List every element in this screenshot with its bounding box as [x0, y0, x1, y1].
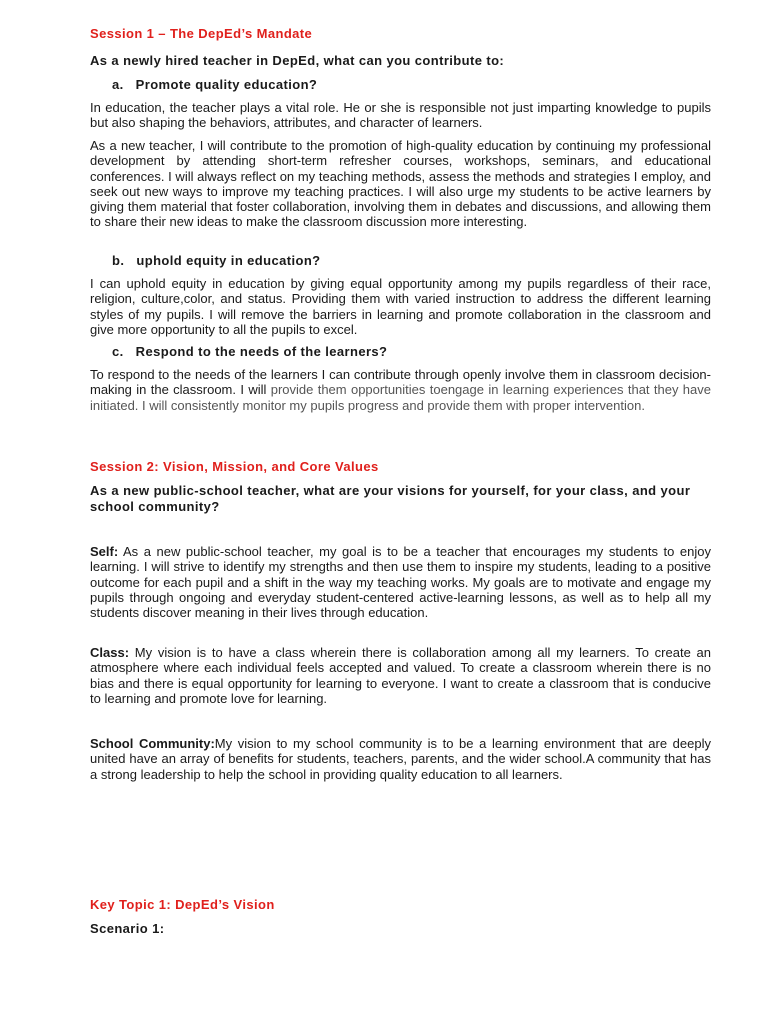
scenario-label: Scenario 1: [90, 921, 165, 936]
paragraph-c-1 [90, 367, 711, 413]
self-label: Self: [90, 544, 119, 559]
session2-question: As a new public-school teacher, what are your visions for yourself, for your class, and your school community? [90, 483, 691, 514]
class-text: My vision is to have a class wherein there is collaboration among all my learners. To create an atmosphere where each individual feels accepted and valued. To create a classroom wherein there is no bias and there is equal opportunity for learning to everyone. I want to create a classroom that is conducive to learning and promote love for learning. [90, 645, 711, 706]
session1-title: Session 1 – The DepEd’s Mandate [90, 26, 313, 41]
paragraph-class [90, 645, 711, 706]
class-label: Class: [90, 645, 130, 660]
self-text: As a new public-school teacher, my goal is to be a teacher that encourages my students to enjoy learning. I will strive to identify my strengths and then use them to inspire my students, leading to a positive outcome for each pupil and a shift in the way my teaching works. My goals are to motivate and engage my pupils through ongoing and everyday student-centered active-learning lessons, as well as to help all my students discover meaning in their lives through education. [90, 544, 711, 621]
paragraph-a-1: In education, the teacher plays a vital role. He or she is responsible not just imparting knowledge to pupils but also shaping the behaviors, attributes, and character of learners. [90, 100, 711, 131]
paragraph-c-1-part-b: provide them opportunities toengage in learning experiences that they have initiated. I will consistently monitor my pupils progress and provide them with proper intervention. [90, 382, 711, 413]
paragraph-a-2: As a new teacher, I will contribute to the promotion of high-quality education by continuing my professional development by attending short-term refresher courses, workshops, seminars, and educational conferences. I will always reflect on my teaching methods, assess the methods and strategies I employ, and seek out new ways to improve my teaching practices. I will also urge my students to be active learners by giving them material that foster collaboration, involving them in debates and discussions, and allowing them to share their new ideas to make the classroom discussion more interesting. [90, 138, 711, 230]
heading-c-learner-needs: c. Respond to the needs of the learners? [112, 344, 388, 359]
paragraph-b-1: I can uphold equity in education by giving equal opportunity among my pupils regardless of their race, religion, culture,color, and status. Providing them with varied instruction to address the different learning styles of my pupils. I will remove the barriers in learning and promote collaboration in the classroom and give more opportunity to all the pupils to excel. [90, 276, 711, 337]
paragraph-c-1-part-a: To respond to the needs of the learners I can contribute through openly involve them in classroom decision-making in the classroom. I will [90, 367, 711, 398]
community-label: School Community: [90, 736, 215, 751]
heading-b-equity: b. uphold equity in education? [112, 253, 321, 268]
session1-question: As a newly hired teacher in DepEd, what can you contribute to: [90, 53, 505, 68]
session2-title: Session 2: Vision, Mission, and Core Values [90, 459, 379, 474]
paragraph-self [90, 544, 711, 620]
paragraph-school-community [90, 736, 711, 782]
community-text: My vision to my school community is to be a learning environment that are deeply united have an array of benefits for students, teachers, parents, and the wider school.A community that has a strong leadership to help the school in providing quality education to all learners. [90, 736, 711, 782]
key-topic-title: Key Topic 1: DepEd’s Vision [90, 897, 275, 912]
heading-a-quality-education: a. Promote quality education? [112, 77, 318, 92]
